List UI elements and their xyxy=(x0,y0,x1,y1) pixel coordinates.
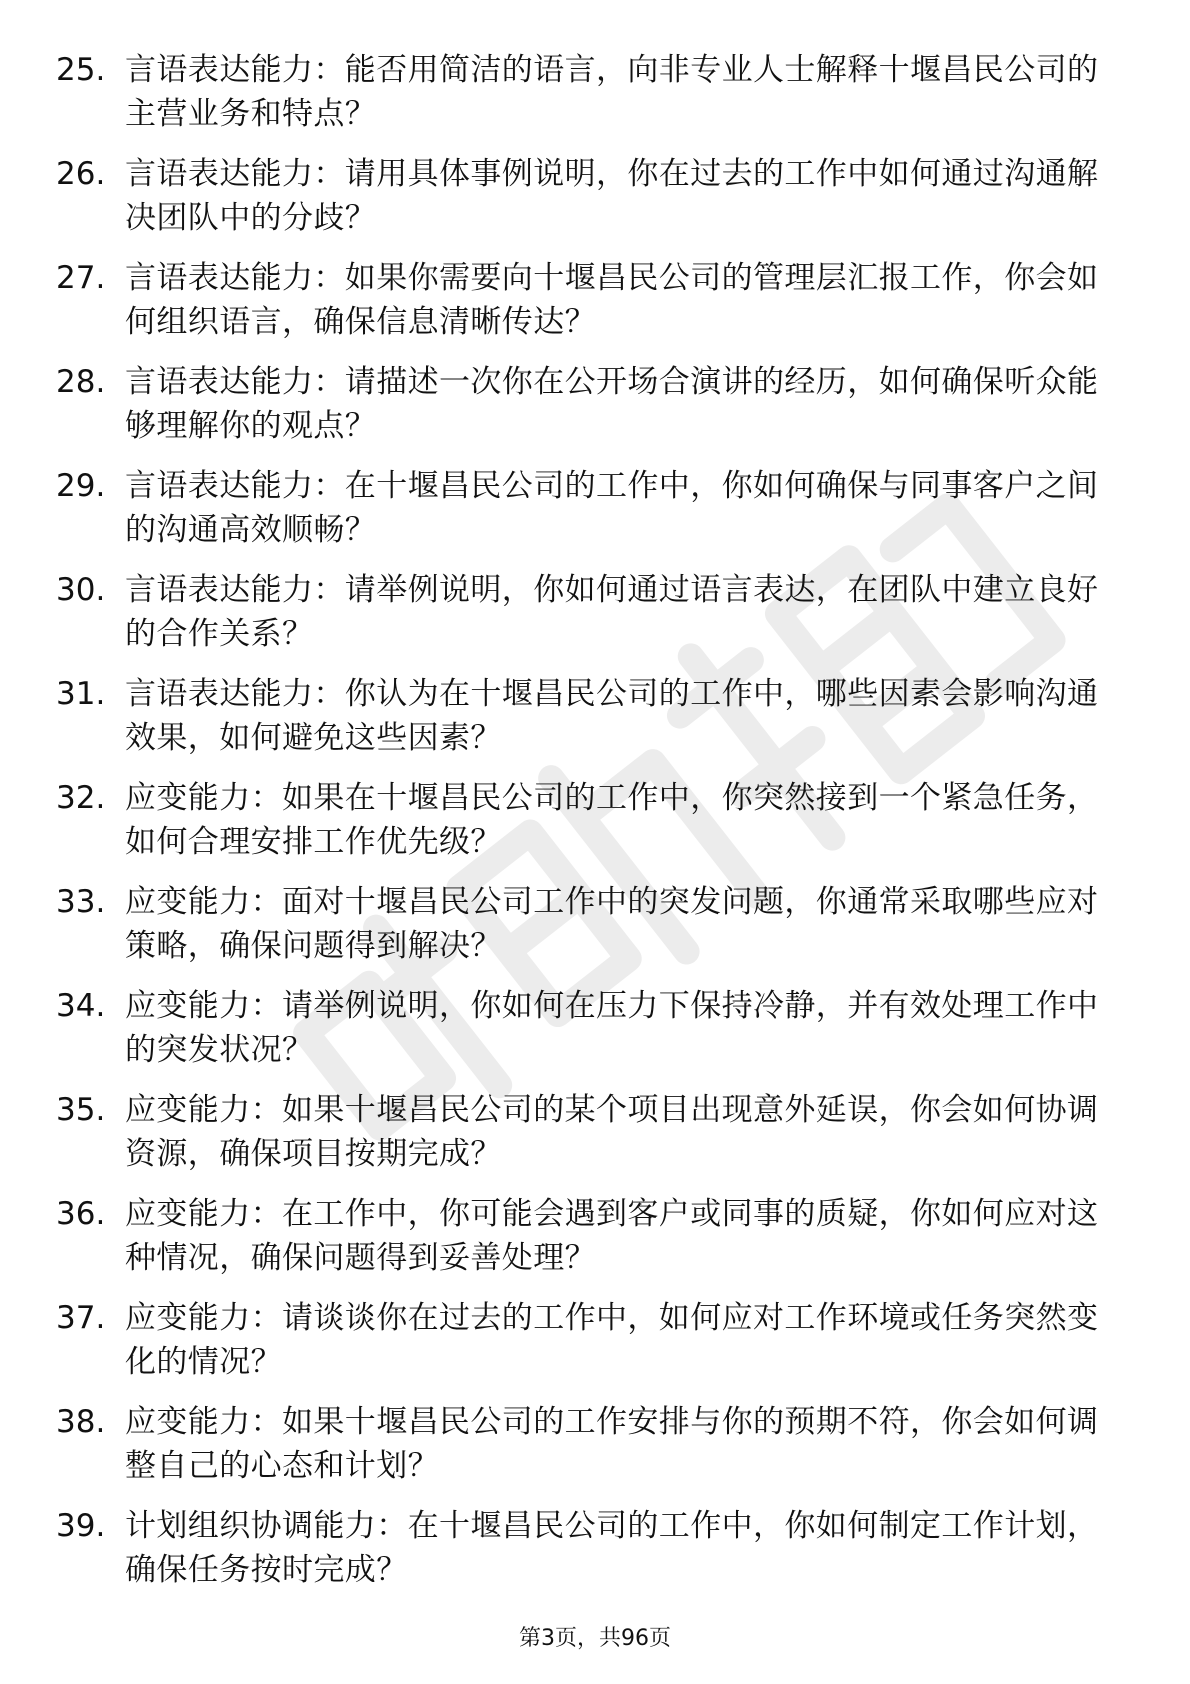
question-item xyxy=(0,464,1190,568)
question-text: 言语表达能力：如果你需要向十堰昌民公司的管理层汇报工作，你会如何组织语言，确保信息清晰传达？ xyxy=(125,260,1099,340)
question-text: 应变能力：请谈谈你在过去的工作中，如何应对工作环境或任务突然变化的情况？ xyxy=(125,1300,1099,1380)
question-number: 26. xyxy=(56,156,106,192)
question-item xyxy=(0,568,1190,672)
question-text: 言语表达能力：请举例说明，你如何通过语言表达，在团队中建立良好的合作关系？ xyxy=(125,572,1099,652)
question-number: 34. xyxy=(56,988,106,1024)
question-item xyxy=(0,1088,1190,1192)
question-text: 言语表达能力：请描述一次你在公开场合演讲的经历，如何确保听众能够理解你的观点？ xyxy=(125,364,1099,444)
question-number: 31. xyxy=(56,676,106,712)
question-text: 应变能力：如果十堰昌民公司的工作安排与你的预期不符，你会如何调整自己的心态和计划？ xyxy=(125,1404,1099,1484)
question-number: 36. xyxy=(56,1196,106,1232)
question-text: 应变能力：如果在十堰昌民公司的工作中，你突然接到一个紧急任务，如何合理安排工作优先级？ xyxy=(125,780,1099,860)
question-text: 言语表达能力：你认为在十堰昌民公司的工作中，哪些因素会影响沟通效果，如何避免这些因素？ xyxy=(125,676,1099,756)
page-number: 第3页，共96页 xyxy=(519,1626,671,1651)
question-text: 言语表达能力：请用具体事例说明，你在过去的工作中如何通过沟通解决团队中的分歧？ xyxy=(125,156,1099,236)
question-item xyxy=(0,48,1190,152)
question-item xyxy=(0,880,1190,984)
question-number: 30. xyxy=(56,572,106,608)
question-number: 27. xyxy=(56,260,106,296)
question-text: 应变能力：如果十堰昌民公司的某个项目出现意外延误，你会如何协调资源，确保项目按期完成？ xyxy=(125,1092,1099,1172)
question-number: 38. xyxy=(56,1404,106,1440)
question-item xyxy=(0,1400,1190,1504)
question-number: 37. xyxy=(56,1300,106,1336)
question-number: 25. xyxy=(56,52,106,88)
question-item xyxy=(0,256,1190,360)
question-list xyxy=(0,48,1190,1608)
question-item xyxy=(0,984,1190,1088)
question-number: 29. xyxy=(56,468,106,504)
question-item xyxy=(0,672,1190,776)
question-item xyxy=(0,152,1190,256)
question-item xyxy=(0,360,1190,464)
question-item xyxy=(0,1504,1190,1608)
question-text: 言语表达能力：能否用简洁的语言，向非专业人士解释十堰昌民公司的主营业务和特点？ xyxy=(125,52,1099,132)
question-number: 32. xyxy=(56,780,106,816)
question-item xyxy=(0,776,1190,880)
question-number: 39. xyxy=(56,1508,106,1544)
question-number: 33. xyxy=(56,884,106,920)
question-text: 计划组织协调能力：在十堰昌民公司的工作中，你如何制定工作计划，确保任务按时完成？ xyxy=(125,1508,1099,1588)
question-text: 应变能力：请举例说明，你如何在压力下保持冷静，并有效处理工作中的突发状况？ xyxy=(125,988,1099,1068)
question-number: 35. xyxy=(56,1092,106,1128)
question-text: 言语表达能力：在十堰昌民公司的工作中，你如何确保与同事客户之间的沟通高效顺畅？ xyxy=(125,468,1099,548)
question-text: 应变能力：在工作中，你可能会遇到客户或同事的质疑，你如何应对这种情况，确保问题得到妥善处理？ xyxy=(125,1196,1099,1276)
question-number: 28. xyxy=(56,364,106,400)
question-item xyxy=(0,1296,1190,1400)
question-item xyxy=(0,1192,1190,1296)
question-text: 应变能力：面对十堰昌民公司工作中的突发问题，你通常采取哪些应对策略，确保问题得到解决？ xyxy=(125,884,1099,964)
